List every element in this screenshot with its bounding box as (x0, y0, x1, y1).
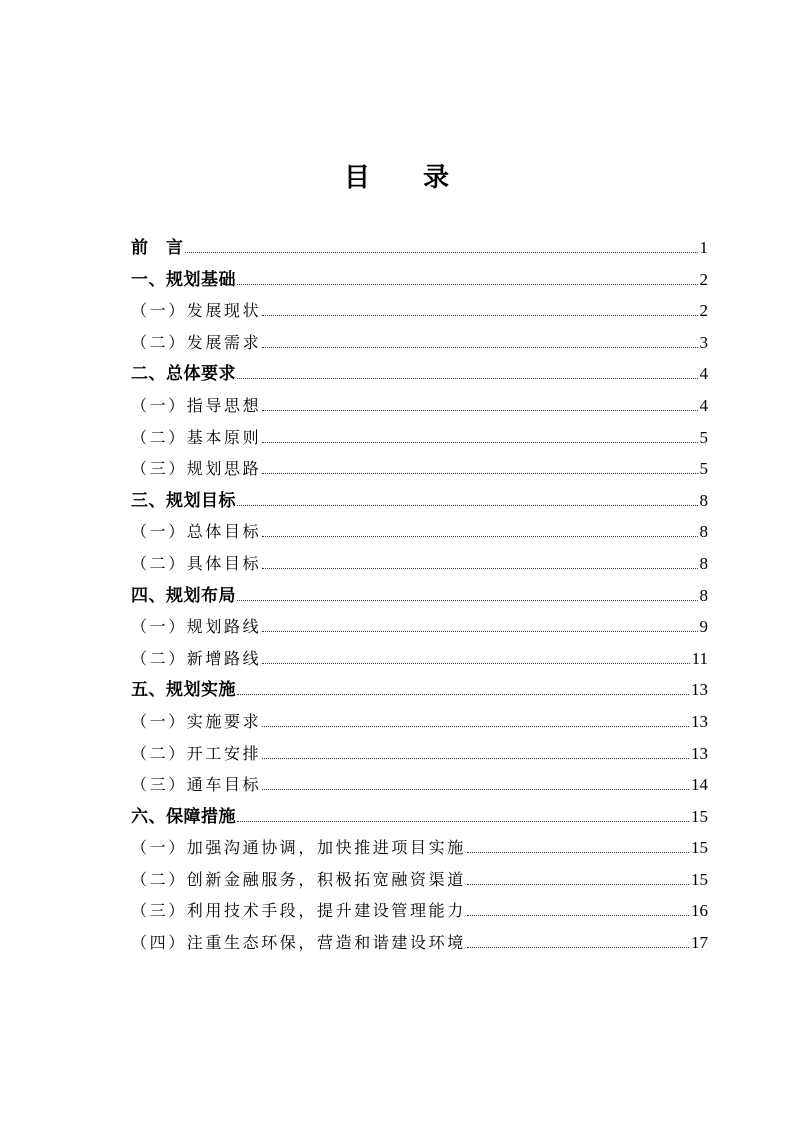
toc-entry-subsection[interactable] (131, 706, 708, 738)
toc-entry-label: 二、总体要求 (131, 364, 236, 385)
toc-entry-page: 17 (691, 933, 708, 953)
dot-leader (262, 726, 689, 727)
dot-leader (262, 663, 689, 664)
dot-leader (262, 758, 689, 759)
dot-leader (237, 284, 698, 285)
toc-entry-page: 15 (691, 838, 708, 858)
toc-entry-subsection[interactable] (131, 769, 708, 801)
toc-entry-page: 14 (691, 775, 708, 795)
toc-entry-section-4[interactable] (131, 580, 708, 612)
toc-entry-subsection[interactable] (131, 643, 708, 675)
toc-entry-page: 2 (699, 301, 708, 321)
toc-entry-label: （一）实施要求 (131, 711, 262, 731)
dot-leader (262, 568, 697, 569)
toc-entry-label: （二）基本原则 (131, 427, 262, 447)
toc-entry-page: 8 (699, 585, 708, 605)
toc-entry-subsection[interactable] (131, 611, 708, 643)
toc-entry-label: 一、规划基础 (131, 269, 236, 290)
toc-entry-page: 4 (699, 364, 708, 384)
dot-leader (237, 694, 689, 695)
toc-entry-subsection[interactable] (131, 895, 708, 927)
toc-entry-page: 15 (691, 869, 708, 889)
dot-leader (262, 631, 697, 632)
dot-leader (262, 315, 697, 316)
toc-entry-page: 13 (691, 743, 708, 763)
toc-entry-page: 8 (699, 522, 708, 542)
dot-leader (262, 473, 697, 474)
toc-entry-label: （二）开工安排 (131, 743, 262, 763)
toc-entry-label: （一）指导思想 (131, 395, 262, 415)
toc-entry-page: 1 (699, 238, 708, 257)
toc-entry-label: （一）总体目标 (131, 522, 262, 542)
dot-leader (262, 789, 689, 790)
toc-entry-subsection[interactable] (131, 422, 708, 454)
toc-entry-subsection[interactable] (131, 390, 708, 422)
toc-entry-page: 13 (691, 711, 708, 731)
toc-entry-page: 13 (691, 680, 708, 700)
toc-entry-page: 15 (691, 806, 708, 826)
toc-entry-label: （三）规划思路 (131, 459, 262, 479)
dot-leader (185, 252, 698, 253)
dot-leader (237, 600, 698, 601)
toc-entry-page: 8 (699, 490, 708, 510)
toc-entry-page: 8 (699, 553, 708, 573)
dot-leader (262, 442, 697, 443)
toc-entry-page: 2 (699, 269, 708, 289)
toc-entry-section-6[interactable] (131, 801, 708, 833)
toc-entry-label: （二）具体目标 (131, 553, 262, 573)
toc-entry-page: 5 (699, 427, 708, 447)
toc-entry-subsection[interactable] (131, 864, 708, 896)
toc-entry-section-1[interactable] (131, 264, 708, 296)
toc-entry-label: （二）新增路线 (131, 648, 262, 668)
toc-entry-section-5[interactable] (131, 674, 708, 706)
toc-entry-subsection[interactable] (131, 832, 708, 864)
toc-entry-label: 四、规划布局 (131, 585, 236, 606)
toc-entry-section-2[interactable] (131, 358, 708, 390)
toc-entry-label: （一）加强沟通协调，加快推进项目实施 (131, 838, 466, 858)
toc-entry-label: （三）通车目标 (131, 775, 262, 795)
toc-entry-subsection[interactable] (131, 295, 708, 327)
toc-entry-label: （三）利用技术手段，提升建设管理能力 (131, 901, 466, 921)
table-of-contents (131, 232, 708, 959)
toc-entry-page: 16 (691, 901, 708, 921)
toc-entry-page: 11 (691, 648, 708, 668)
toc-entry-page: 5 (699, 459, 708, 479)
toc-entry-subsection[interactable] (131, 453, 708, 485)
dot-leader (467, 947, 689, 948)
toc-entry-subsection[interactable] (131, 738, 708, 770)
toc-entry-subsection[interactable] (131, 927, 708, 959)
toc-entry-label: （二）发展需求 (131, 332, 262, 352)
toc-entry-label: 五、规划实施 (131, 680, 236, 701)
toc-entry-preface[interactable] (131, 232, 708, 264)
dot-leader (237, 821, 689, 822)
dot-leader (467, 915, 689, 916)
dot-leader (262, 536, 697, 537)
toc-entry-subsection[interactable] (131, 516, 708, 548)
dot-leader (262, 347, 697, 348)
toc-entry-section-3[interactable] (131, 485, 708, 517)
toc-entry-label: （一）发展现状 (131, 301, 262, 321)
dot-leader (262, 410, 697, 411)
page-title: 目 录 (343, 163, 472, 193)
dot-leader (467, 852, 689, 853)
toc-entry-label: （二）创新金融服务，积极拓宽融资渠道 (131, 869, 466, 889)
dot-leader (237, 378, 698, 379)
toc-entry-subsection[interactable] (131, 327, 708, 359)
toc-entry-label: （四）注重生态环保，营造和谐建设环境 (131, 933, 466, 953)
toc-entry-label: 六、保障措施 (131, 806, 236, 827)
dot-leader (467, 884, 689, 885)
toc-entry-label: （一）规划路线 (131, 617, 262, 637)
toc-entry-subsection[interactable] (131, 548, 708, 580)
toc-entry-label: 三、规划目标 (131, 490, 236, 511)
dot-leader (237, 505, 698, 506)
toc-entry-page: 3 (699, 332, 708, 352)
toc-entry-page: 9 (699, 617, 708, 637)
toc-entry-page: 4 (699, 395, 708, 415)
toc-entry-label: 前 言 (131, 238, 184, 258)
